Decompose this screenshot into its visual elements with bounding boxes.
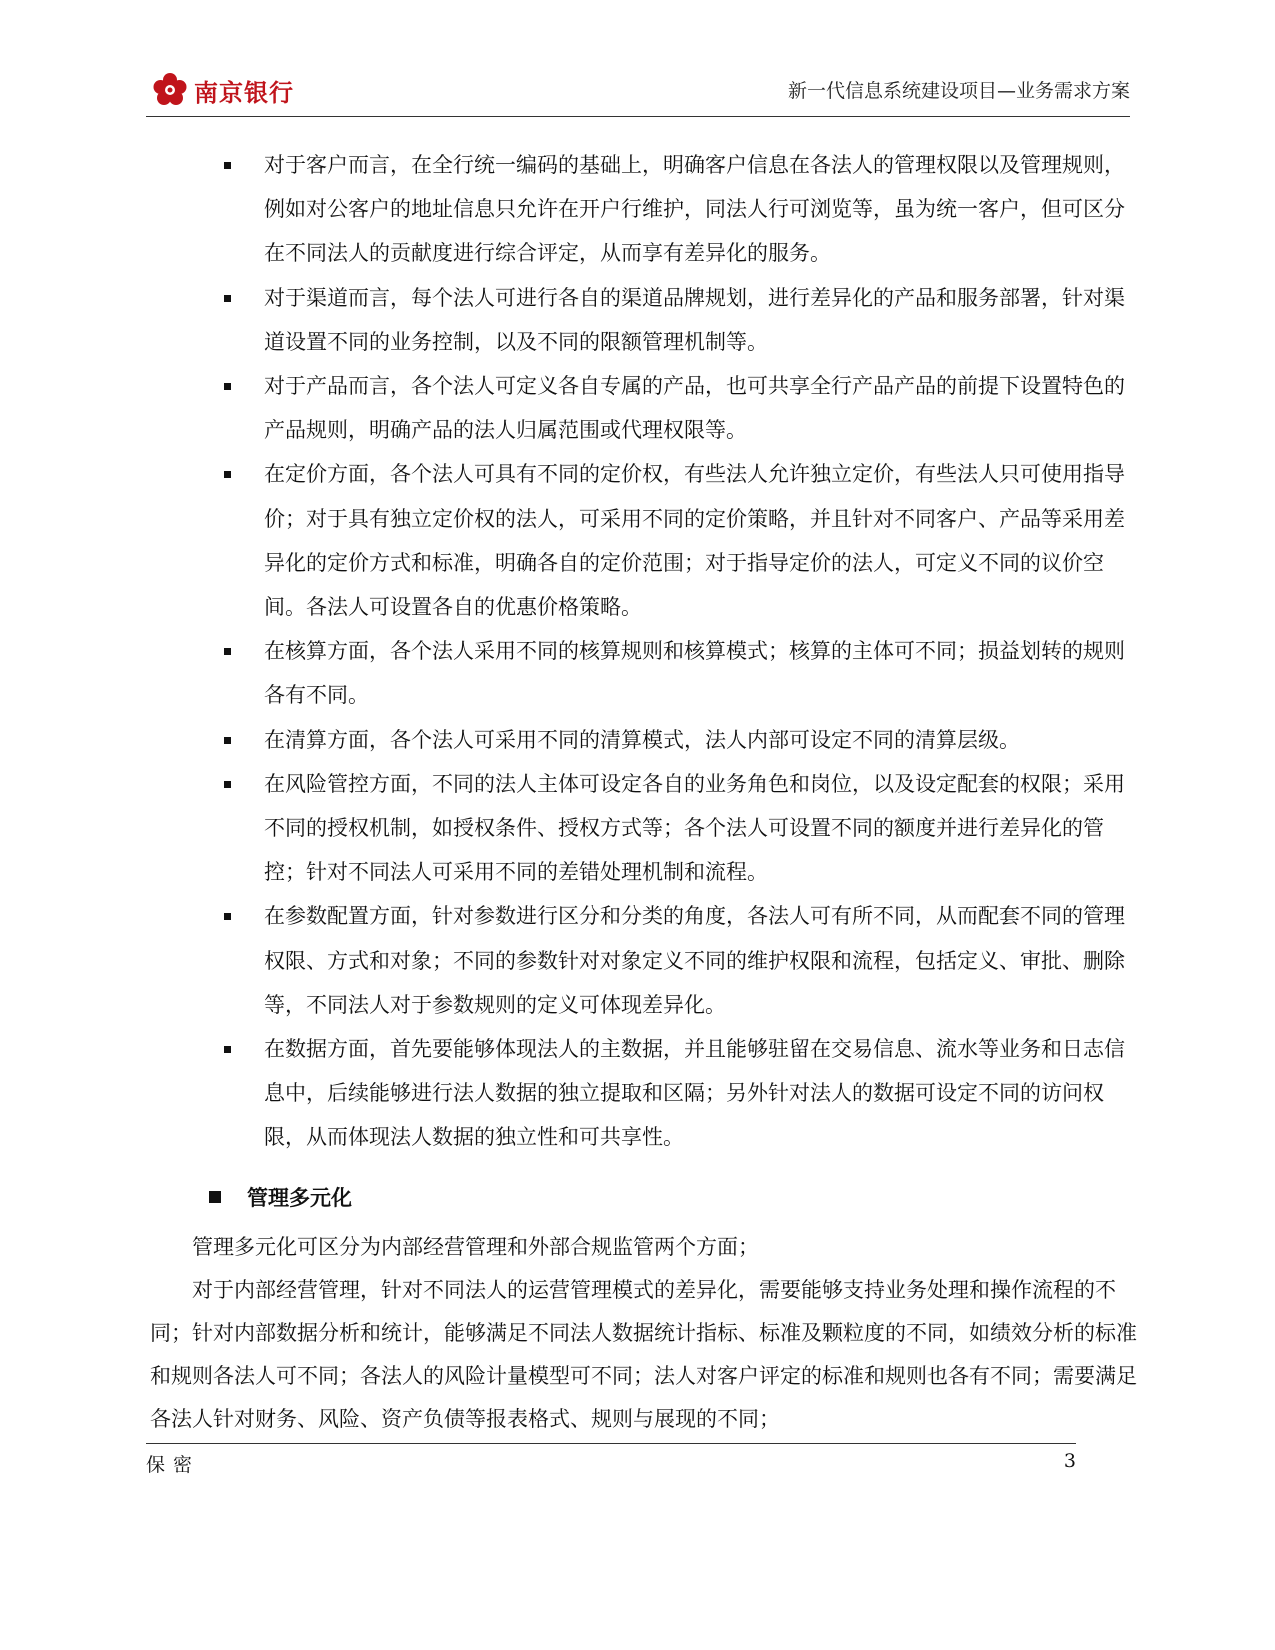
list-item xyxy=(150,629,1140,717)
list-item-text: 在清算方面，各个法人可采用不同的清算模式，法人内部可设定不同的清算层级。 xyxy=(264,727,1020,752)
bullet-square-icon xyxy=(224,471,231,478)
heading-square-icon xyxy=(209,1191,221,1203)
list-item xyxy=(150,143,1140,276)
bullet-square-icon xyxy=(224,913,231,920)
list-item-text: 在参数配置方面，针对参数进行区分和分类的角度，各法人可有所不同，从而配套不同的管理权限、方式和对象；不同的参数针对对象定义不同的维护权限和流程，包括定义、审批、删除等，不同法人对于参数规则的定义可体现差异化。 xyxy=(264,904,1125,1017)
list-item-text: 对于客户而言，在全行统一编码的基础上，明确客户信息在各法人的管理权限以及管理规则，例如对公客户的地址信息只允许在开户行维护，同法人行可浏览等，虽为统一客户，但可区分在不同法人的贡献度进行综合评定，从而享有差异化的服务。 xyxy=(264,153,1125,266)
list-item xyxy=(150,364,1140,452)
page-header xyxy=(146,68,1130,117)
page-number: 3 xyxy=(1063,1450,1076,1472)
bullet-square-icon xyxy=(224,295,231,302)
page-footer xyxy=(146,1443,1076,1476)
list-item-text: 对于渠道而言，每个法人可进行各自的渠道品牌规划，进行差异化的产品和服务部署，针对渠道设置不同的业务控制，以及不同的限额管理机制等。 xyxy=(264,285,1125,354)
bullet-square-icon xyxy=(224,1046,231,1053)
confidential-label: 保密 xyxy=(146,1454,201,1476)
list-item xyxy=(150,762,1140,895)
document-title: 新一代信息系统建设项目—业务需求方案 xyxy=(787,80,1130,102)
bullet-list xyxy=(150,143,1140,1160)
bank-logo xyxy=(152,72,294,108)
list-item-text: 在定价方面，各个法人可具有不同的定价权，有些法人允许独立定价，有些法人只可使用指导价；对于具有独立定价权的法人，可采用不同的定价策略，并且针对不同客户、产品等采用差异化的定价方式和标准，明确各自的定价范围；对于指导定价的法人，可定义不同的议价空间。各法人可设置各自的优惠价格策略。 xyxy=(264,462,1125,620)
flower-logo-icon xyxy=(152,72,188,108)
list-item xyxy=(150,718,1140,762)
list-item-text: 对于产品而言，各个法人可定义各自专属的产品，也可共享全行产品产品的前提下设置特色的产品规则，明确产品的法人归属范围或代理权限等。 xyxy=(264,374,1125,443)
bullet-square-icon xyxy=(224,162,231,169)
section-heading-text: 管理多元化 xyxy=(247,1185,352,1210)
bullet-square-icon xyxy=(224,737,231,744)
page-body xyxy=(150,143,1140,1441)
list-item-text: 在核算方面，各个法人采用不同的核算规则和核算模式；核算的主体可不同；损益划转的规则各有不同。 xyxy=(264,639,1125,708)
paragraph: 管理多元化可区分为内部经营管理和外部合规监管两个方面； xyxy=(192,1234,759,1259)
list-item xyxy=(150,894,1140,1027)
section-heading xyxy=(150,1168,1140,1226)
list-item xyxy=(150,276,1140,364)
bullet-square-icon xyxy=(224,648,231,655)
list-item xyxy=(150,1027,1140,1160)
list-item xyxy=(150,452,1140,629)
list-item-text: 在数据方面，首先要能够体现法人的主数据，并且能够驻留在交易信息、流水等业务和日志信息中，后续能够进行法人数据的独立提取和区隔；另外针对法人的数据可设定不同的访问权限，从而体现法人数据的独立性和可共享性。 xyxy=(264,1037,1125,1150)
bullet-square-icon xyxy=(224,781,231,788)
bullet-square-icon xyxy=(224,383,231,390)
list-item-text: 在风险管控方面，不同的法人主体可设定各自的业务角色和岗位，以及设定配套的权限；采用不同的授权机制，如授权条件、授权方式等；各个法人可设置不同的额度并进行差异化的管控；针对不同法人可采用不同的差错处理机制和流程。 xyxy=(264,771,1125,885)
paragraph: 对于内部经营管理，针对不同法人的运营管理模式的差异化，需要能够支持业务处理和操作流程的不同；针对内部数据分析和统计，能够满足不同法人数据统计指标、标准及颗粒度的不同，如绩效分析的标准和规则各法人可不同；各法人的风险计量模型可不同；法人对客户评定的标准和规则也各有不同；需要满足各法人针对财务、风险、资产负债等报表格式、规则与展现的不同； xyxy=(150,1277,1137,1431)
logo-text: 南京银行 xyxy=(194,78,294,107)
